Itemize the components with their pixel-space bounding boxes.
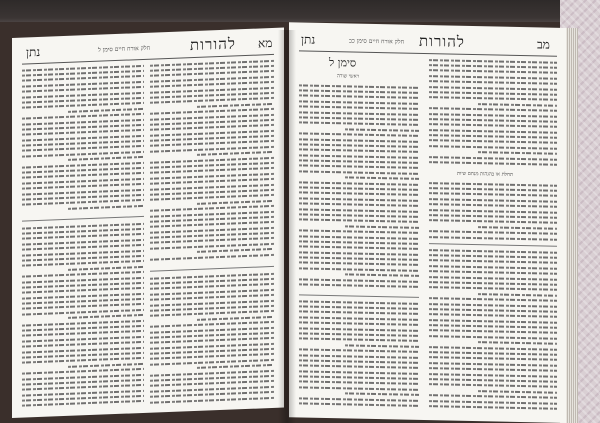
- text-line: [299, 282, 419, 290]
- left-col-b-lower: [150, 271, 274, 406]
- left-page-book-name: נתן: [26, 44, 41, 60]
- siman-heading: סימן ל: [329, 56, 357, 70]
- left-col-a: [22, 63, 144, 218]
- text-line: [299, 401, 419, 409]
- page-edges: [566, 28, 578, 423]
- text-line: [150, 252, 274, 262]
- right-col-b-mid: [429, 180, 557, 243]
- right-col-b-separator: [429, 243, 557, 246]
- left-col-a-lower: [22, 221, 144, 411]
- right-col-b: [429, 57, 557, 170]
- book-gutter: [278, 30, 296, 423]
- right-page-book-name: נתן: [301, 32, 316, 47]
- right-col-b-lower: [429, 247, 557, 414]
- mid-caption: תחלת או בהגהות מנחם שיות: [457, 170, 514, 178]
- right-col-a-lower: [299, 298, 419, 411]
- right-page-number: מב: [537, 37, 550, 52]
- siman-subtitle: ראשי שורה: [337, 73, 360, 80]
- left-col-b: [150, 58, 274, 268]
- right-page-title: להורות: [419, 31, 465, 51]
- left-page: [12, 28, 284, 418]
- right-col-a: [299, 82, 419, 295]
- left-page-number: מא: [258, 35, 273, 51]
- left-page-title: להורות: [190, 34, 236, 55]
- right-page-running-header: חלק אורח חיים סימן כב: [349, 37, 405, 46]
- right-col-a-separator: [299, 294, 419, 297]
- left-page-running-header: חלק אורח חיים סימן ל: [98, 44, 151, 54]
- right-page: [289, 22, 566, 423]
